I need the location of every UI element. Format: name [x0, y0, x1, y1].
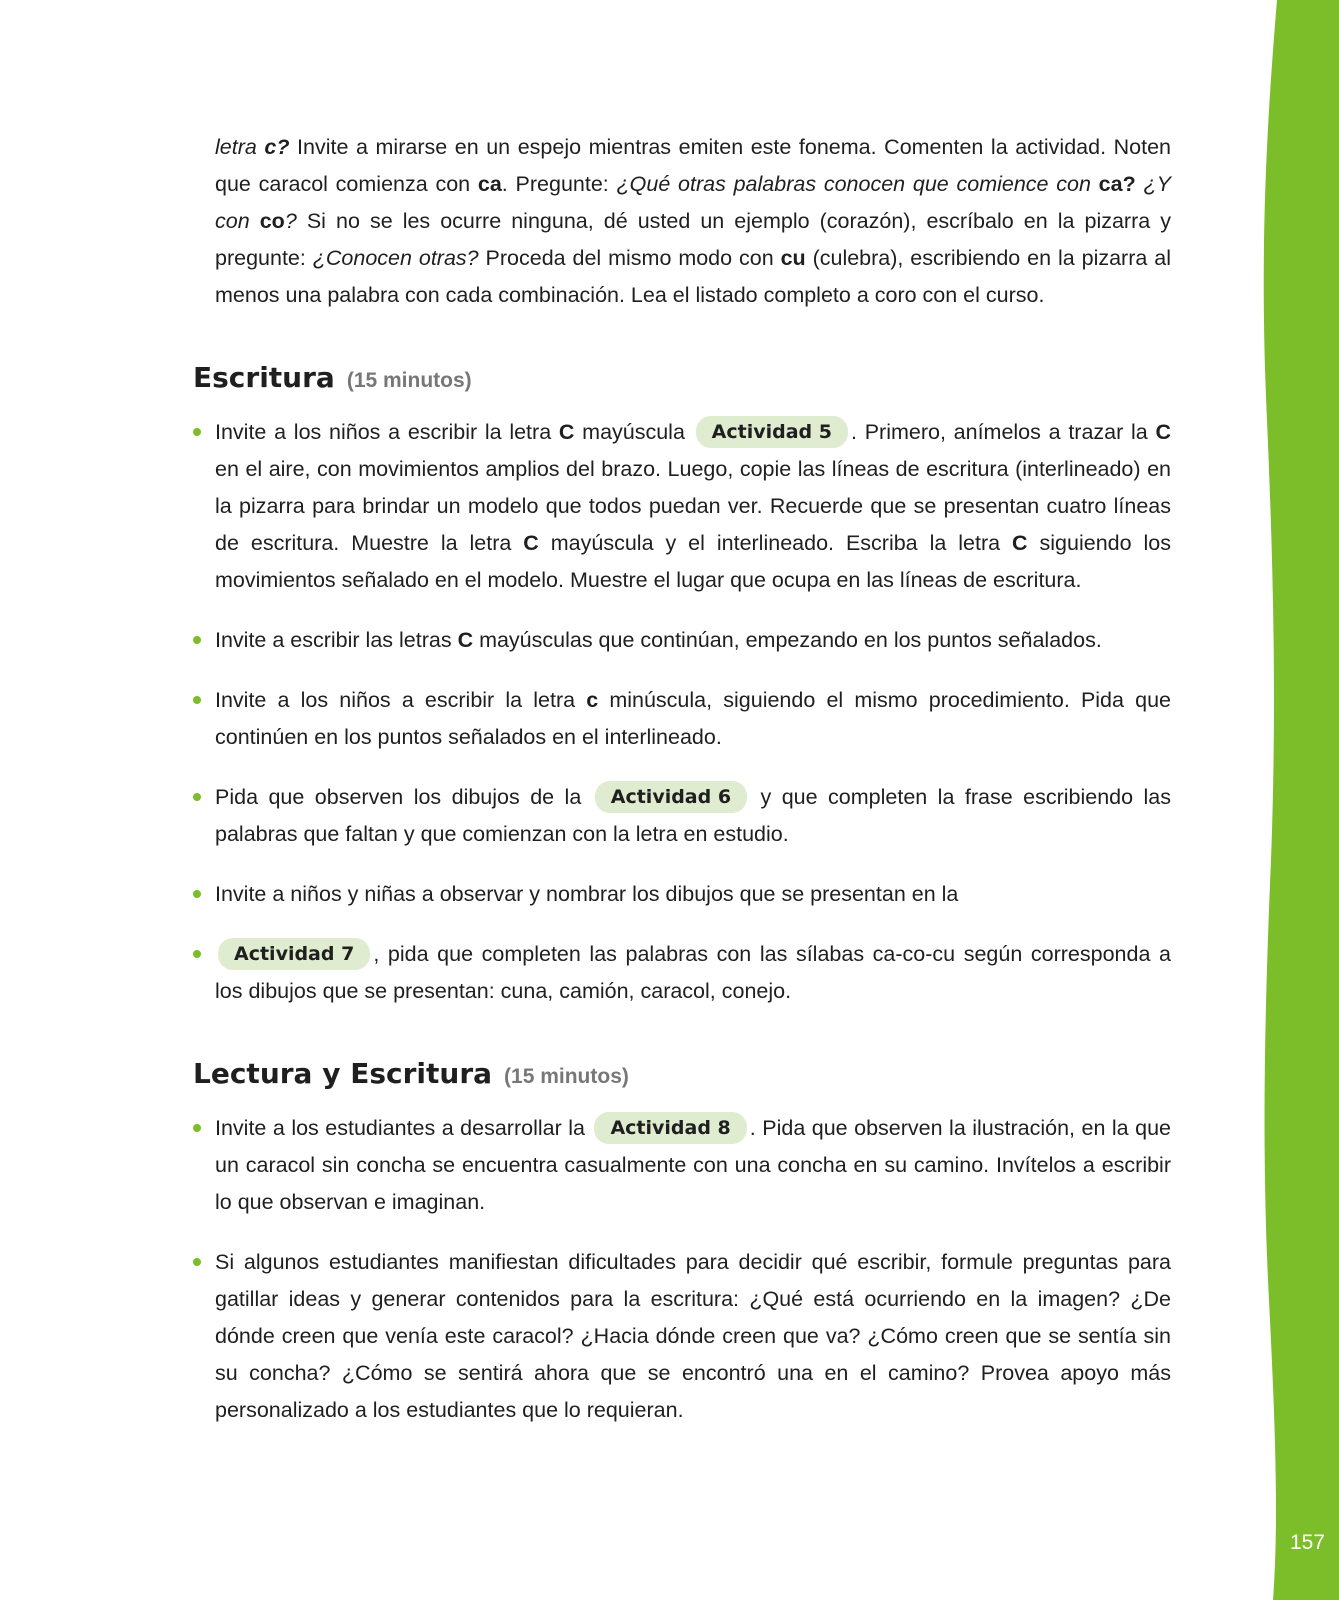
intro-question: ¿Qué otras palabras conocen que comience con: [616, 172, 1099, 196]
bullet-icon: [193, 950, 201, 958]
list-item: [193, 779, 1171, 853]
intro-text: Invite a mirarse en un espejo mientras emiten este fonema. Comenten la actividad. Noten que caracol comienza con: [215, 135, 1171, 196]
bullet-text: Si algunos estudiantes manifiestan dificultades para decidir qué escribir, formule preguntas para gatillar ideas y generar contenidos para la escritura: ¿Qué está ocurriendo en la imagen? ¿De dónde creen que venía este caracol? ¿Hacia dónde creen que va? ¿Cómo creen que se sentía sin su concha? ¿Cómo se sentirá ahora que se encontró una en el camino? Provea apoyo más personalizado a los estudiantes que lo requieran.: [215, 1250, 1171, 1422]
bullet-text: Invite a niños y niñas a observar y nombrar los dibujos que se presentan en la: [215, 882, 959, 906]
activity-tag: Actividad 7: [218, 938, 370, 970]
bullet-icon: [193, 696, 201, 704]
intro-syllable: co: [259, 209, 285, 233]
activity-tag: Actividad 8: [594, 1112, 746, 1144]
activity-tag: Actividad 6: [595, 781, 747, 813]
intro-syllable: cu: [780, 246, 806, 270]
bullet-icon: [193, 890, 201, 898]
bullet-icon: [193, 1124, 201, 1132]
list-item: [193, 682, 1171, 756]
intro-question: ¿Y con: [215, 172, 1171, 233]
escritura-heading: [193, 361, 1171, 394]
section-duration: (15 minutos): [346, 369, 472, 392]
bullet-text: Invite a los niños a escribir la letra c minúscula, siguiendo el mismo procedimiento. Pida que continúen en los puntos señalados en el interlineado.: [215, 688, 1171, 749]
intro-text: Si no se les ocurre ninguna, dé usted un ejemplo (corazón), escríbalo en la pizarra y pregunte:: [215, 209, 1171, 270]
intro-text: (culebra), escribiendo en la pizarra al menos una palabra con cada combinación. Lea el listado completo a coro con el curso.: [215, 246, 1171, 307]
bullet-icon: [193, 1258, 201, 1266]
list-item: [193, 876, 1171, 913]
intro-question: ¿Conocen otras?: [312, 246, 479, 270]
intro-letter: c?: [264, 135, 290, 159]
lectura-escritura-heading: [193, 1057, 1171, 1090]
bullet-text: Invite a los estudiantes a desarrollar la Actividad 8 . Pida que observen la ilustración, en la que un caracol sin concha se encuentra casualmente con una concha en su camino. Invítelos a escribir lo que observan e imaginan.: [215, 1110, 1171, 1221]
list-item: [193, 1244, 1171, 1429]
page-content: [193, 129, 1171, 1452]
bullet-icon: [193, 793, 201, 801]
section-duration: (15 minutos): [504, 1065, 629, 1088]
intro-text: . Pregunte:: [501, 172, 617, 196]
list-item: [193, 414, 1171, 599]
list-item: [193, 936, 1171, 1010]
intro-syllable: ca: [477, 172, 502, 196]
bullet-text: Actividad 7 , pida que completen las palabras con las sílabas ca-co-cu según corresponda a los dibujos que se presentan: cuna, camión, caracol, conejo.: [215, 936, 1171, 1010]
intro-text: Proceda del mismo modo con: [478, 246, 781, 270]
intro-question: ?: [284, 209, 297, 233]
bullet-icon: [193, 428, 201, 436]
bullet-text: Pida que observen los dibujos de la Actividad 6 y que completen la frase escribiendo las palabras que faltan y que comienzan con la letra en estudio.: [215, 779, 1171, 853]
page-number: 157: [1289, 1531, 1325, 1554]
intro-paragraph: [193, 129, 1171, 314]
bullet-text: Invite a escribir las letras C mayúsculas que continúan, empezando en los puntos señalados.: [215, 628, 1102, 652]
section-title: Escritura: [193, 361, 335, 394]
bullet-icon: [193, 636, 201, 644]
list-item: [193, 622, 1171, 659]
activity-tag: Actividad 5: [696, 416, 848, 448]
section-title: Lectura y Escritura: [193, 1057, 493, 1090]
intro-text: letra: [215, 135, 265, 159]
intro-syllable: ca?: [1098, 172, 1136, 196]
bullet-text: Invite a los niños a escribir la letra C mayúscula Actividad 5 . Primero, anímelos a trazar la C en el aire, con movimientos amplios del brazo. Luego, copie las líneas de escritura (interlineado) en la pizarra para brindar un modelo que todos puedan ver. Recuerde que se presentan cuatro líneas de escritura. Muestre la letra C mayúscula y el interlineado. Escriba la letra C siguiendo los movimientos señalado en el modelo. Muestre el lugar que ocupa en las líneas de escritura.: [215, 414, 1171, 599]
list-item: [193, 1110, 1171, 1221]
green-margin-band: [1259, 0, 1339, 1600]
